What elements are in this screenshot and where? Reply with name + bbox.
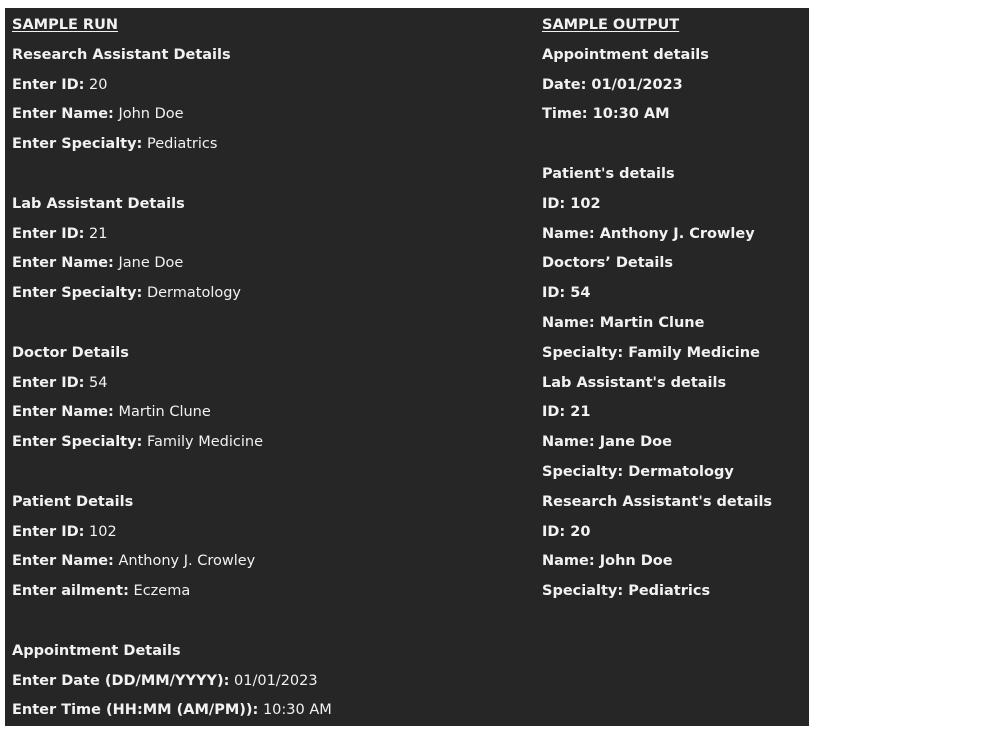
field-value: 01/01/2023: [234, 672, 318, 689]
field-label: Enter ID:: [12, 523, 85, 540]
field-label: Enter Name:: [12, 404, 114, 421]
patient-ailment-line: [12, 577, 532, 607]
output-lab-id: ID: 21: [542, 404, 591, 421]
field-label: Enter ID:: [12, 374, 85, 391]
field-value: Dermatology: [146, 285, 242, 302]
lab-id-line: [12, 220, 532, 250]
blank-line: [12, 160, 532, 190]
terminal-panel: [5, 8, 809, 726]
field-label: Enter ID:: [12, 225, 85, 242]
output-research-title: Research Assistant's details: [542, 493, 773, 510]
blank-line: [542, 130, 809, 160]
output-doctor-name: Name: Martin Clune: [542, 314, 705, 331]
doctor-id-line: [12, 369, 532, 399]
field-label: Enter ailment:: [12, 583, 129, 600]
field-label: Enter Name:: [12, 553, 114, 570]
field-value: Martin Clune: [118, 404, 211, 421]
output-research-name: Name: John Doe: [542, 553, 673, 570]
output-lab-specialty: Specialty: Dermatology: [542, 463, 734, 480]
field-value: 20: [89, 76, 108, 93]
field-value: Jane Doe: [118, 255, 184, 272]
field-label: Enter Time (HH:MM (AM/PM)):: [12, 702, 259, 719]
field-label: Enter Specialty:: [12, 285, 143, 302]
sample-run-heading: SAMPLE RUN: [12, 17, 118, 33]
blank-line: [12, 309, 532, 339]
field-value: 10:30 AM: [262, 702, 332, 719]
field-value: Anthony J. Crowley: [118, 553, 256, 570]
output-research-specialty: Specialty: Pediatrics: [542, 583, 711, 600]
field-label: Enter Name:: [12, 106, 114, 123]
sample-output-column: [542, 11, 809, 607]
patient-name-line: [12, 547, 532, 577]
blank-line: [12, 607, 532, 637]
patient-title: Patient Details: [12, 493, 134, 510]
appointment-title: Appointment Details: [12, 642, 181, 659]
output-appointment-title: Appointment details: [542, 46, 709, 63]
field-label: Enter Name:: [12, 255, 114, 272]
field-value: John Doe: [118, 106, 184, 123]
output-patient-title: Patient's details: [542, 165, 675, 182]
lab-name-line: [12, 249, 532, 279]
output-patient-id: ID: 102: [542, 195, 601, 212]
research-assistant-title: Research Assistant Details: [12, 46, 231, 63]
output-date-line: Date: 01/01/2023: [542, 76, 683, 93]
output-doctor-id: ID: 54: [542, 285, 591, 302]
lab-assistant-title: Lab Assistant Details: [12, 195, 185, 212]
doctor-specialty-line: [12, 428, 532, 458]
research-name-line: [12, 100, 532, 130]
field-value: 21: [89, 225, 108, 242]
appointment-time-line: [12, 696, 532, 726]
field-label: Enter ID:: [12, 76, 85, 93]
field-value: 102: [89, 523, 117, 540]
patient-id-line: [12, 518, 532, 548]
output-research-id: ID: 20: [542, 523, 591, 540]
sample-run-column: [12, 11, 532, 726]
doctor-name-line: [12, 398, 532, 428]
output-lab-title: Lab Assistant's details: [542, 374, 727, 391]
field-value: 54: [89, 374, 108, 391]
doctor-title: Doctor Details: [12, 344, 129, 361]
output-lab-name: Name: Jane Doe: [542, 434, 672, 451]
blank-line: [12, 458, 532, 488]
field-label: Enter Specialty:: [12, 136, 143, 153]
field-value: Family Medicine: [146, 434, 264, 451]
lab-specialty-line: [12, 279, 532, 309]
output-patient-name: Name: Anthony J. Crowley: [542, 225, 755, 242]
field-label: Enter Specialty:: [12, 434, 143, 451]
field-label: Enter Date (DD/MM/YYYY):: [12, 672, 230, 689]
field-value: Pediatrics: [146, 136, 218, 153]
output-doctor-specialty: Specialty: Family Medicine: [542, 344, 760, 361]
appointment-date-line: [12, 667, 532, 697]
research-id-line: [12, 71, 532, 101]
output-doctor-title: Doctors’ Details: [542, 255, 673, 272]
output-time-line: Time: 10:30 AM: [542, 106, 670, 123]
field-value: Eczema: [133, 583, 191, 600]
sample-output-heading: SAMPLE OUTPUT: [542, 17, 680, 33]
research-specialty-line: [12, 130, 532, 160]
